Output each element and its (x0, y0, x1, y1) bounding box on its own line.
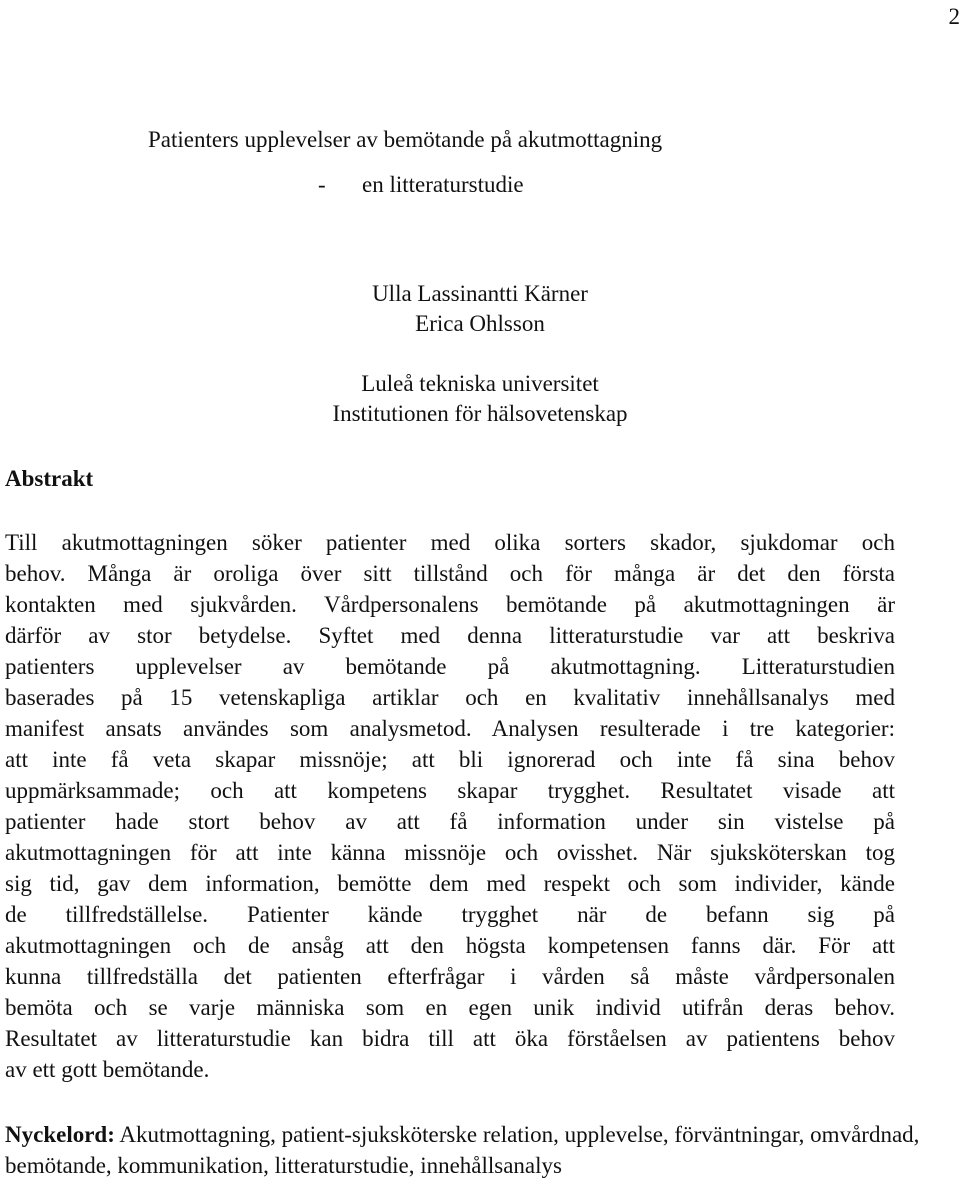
abstract-line: Till akutmottagningen söker patienter med olika sorters skador, sjukdomar och (5, 530, 895, 555)
abstract-heading: Abstrakt (5, 466, 94, 491)
author-name: Ulla Lassinantti Kärner (372, 281, 588, 306)
abstract-line: behov. Många är oroliga över sitt tillstånd och för många är det den första (5, 561, 895, 586)
subtitle-dash: - (318, 172, 326, 197)
abstract-line: kunna tillfredställa det patienten efterfrågar i vården så måste vårdpersonalen (5, 964, 895, 989)
document-subtitle (318, 169, 524, 201)
abstract-body (5, 527, 895, 1085)
abstract-line: uppmärksammade; och att kompetens skapar trygghet. Resultatet visade att (5, 778, 895, 803)
abstract-line: av ett gott bemötande. (5, 1057, 210, 1082)
abstract-line: baserades på 15 vetenskapliga artiklar och en kvalitativ innehållsanalys med (5, 685, 895, 710)
abstract-line: manifest ansats användes som analysmetod. Analysen resulterade i tre kategorier: (5, 716, 895, 741)
department-name: Institutionen för hälsovetenskap (332, 401, 628, 426)
abstract-line: sig tid, gav dem information, bemötte dem med respekt och som individer, kände (5, 871, 895, 896)
page-number: 2 (948, 4, 960, 29)
abstract-line: patienters upplevelser av bemötande på akutmottagning. Litteraturstudien (5, 654, 895, 679)
keywords-label: Nyckelord: (5, 1122, 115, 1147)
subtitle-text: en litteraturstudie (362, 172, 524, 197)
author-list (0, 279, 960, 339)
keywords-text: Akutmottagning, patient-sjuksköterske relation, upplevelse, förväntningar, omvårdnad, bemötande, kommunikation, litteraturstudie, innehållsanalys (5, 1122, 920, 1178)
keywords-block (5, 1119, 950, 1181)
abstract-line: akutmottagningen och de ansåg att den högsta kompetensen fanns där. För att (5, 933, 895, 958)
document-title: Patienters upplevelser av bemötande på akutmottagning (148, 127, 663, 152)
abstract-line: bemöta och se varje människa som en egen unik individ utifrån deras behov. (5, 995, 895, 1020)
abstract-line: Resultatet av litteraturstudie kan bidra till att öka förståelsen av patientens behov (5, 1026, 895, 1051)
abstract-line: patienter hade stort behov av att få information under sin vistelse på (5, 809, 895, 834)
author-name: Erica Ohlsson (415, 311, 545, 336)
abstract-line: de tillfredställelse. Patienter kände trygghet när de befann sig på (5, 902, 895, 927)
abstract-line: akutmottagningen för att inte känna missnöje och ovisshet. När sjuksköterskan tog (5, 840, 895, 865)
university-name: Luleå tekniska universitet (361, 371, 599, 396)
abstract-line: därför av stor betydelse. Syftet med denna litteraturstudie var att beskriva (5, 623, 895, 648)
abstract-line: att inte få veta skapar missnöje; att bli ignorerad och inte få sina behov (5, 747, 895, 772)
abstract-line: kontakten med sjukvården. Vårdpersonalens bemötande på akutmottagningen är (5, 592, 895, 617)
affiliation-block (0, 369, 960, 429)
